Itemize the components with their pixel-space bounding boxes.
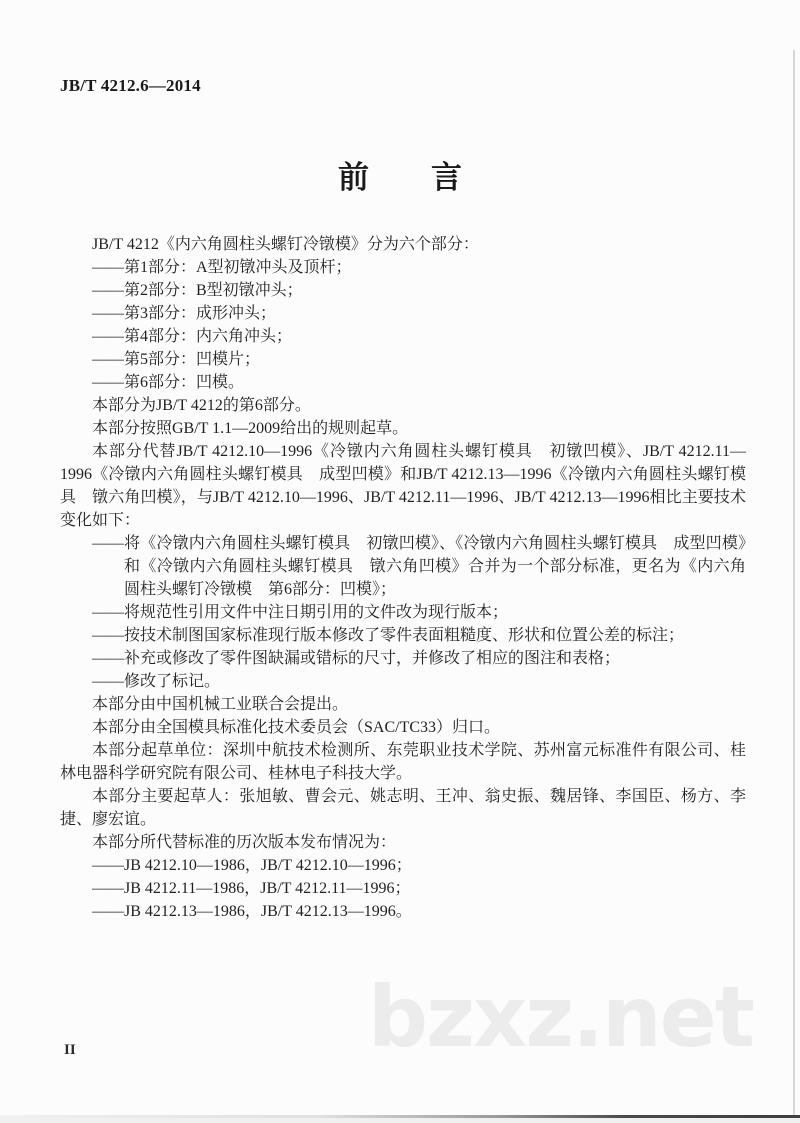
standard-number: JB/T 4212.6—2014 [60, 76, 201, 95]
foreword-paragraph: ——第5部分：凹模片； [92, 351, 261, 368]
foreword-paragraph: JB/T 4212《内六角圆柱头螺钉冷镦模》分为六个部分： [92, 236, 479, 253]
foreword-paragraph: 本部分为JB/T 4212的第6部分。 [92, 397, 311, 414]
foreword-body [60, 233, 746, 923]
foreword-paragraph: ——第1部分：A型初镦冲头及顶杆； [92, 259, 352, 276]
foreword-paragraph: ——第6部分：凹模。 [92, 374, 245, 391]
scan-edge-right [793, 50, 795, 1116]
foreword-paragraph: 本部分按照GB/T 1.1—2009给出的规则起草。 [92, 420, 409, 437]
foreword-paragraph: ——第3部分：成形冲头； [92, 305, 277, 322]
foreword-paragraph: ——将规范性引用文件中注日期引用的文件改为现行版本； [92, 604, 509, 621]
foreword-paragraph: ——将《冷镦内六角圆柱头螺钉模具 初镦凹模》、《冷镦内六角圆柱头螺钉模具 成型凹模》和《冷镦内六角圆柱头螺钉模具 镦六角凹模》合并为一个部分标准，更名为《内六角圆柱头螺钉冷镦模 第6部分：凹模》； [92, 535, 746, 598]
watermark: bzxz.net [368, 968, 753, 1066]
page-number: II [64, 1042, 76, 1058]
foreword-paragraph: ——按技术制图国家标准现行版本修改了零件表面粗糙度、形状和位置公差的标注； [92, 627, 685, 644]
scan-bottom-strip [0, 1118, 800, 1123]
foreword-paragraph: ——修改了标记。 [92, 673, 221, 690]
foreword-paragraph: 本部分由全国模具标准化技术委员会（SAC/TC33）归口。 [92, 719, 501, 736]
foreword-paragraph: ——第4部分：内六角冲头； [92, 328, 293, 345]
foreword-paragraph: 本部分代替JB/T 4212.10—1996《冷镦内六角圆柱头螺钉模具 初镦凹模》、JB/T 4212.11—1996《冷镦内六角圆柱头螺钉模具 成型凹模》和JB/T 4212.13—1996《冷镦内六角圆柱头螺钉模具 镦六角凹模》，与JB/T 4212.10—1996、JB/T 4212.11—1996、JB/T 4212.13—1996相比主要技术变化如下： [60, 443, 746, 529]
foreword-paragraph: 本部分起草单位：深圳中航技术检测所、东莞职业技术学院、苏州富元标准件有限公司、桂林电器科学研究院有限公司、桂林电子科技大学。 [60, 742, 746, 782]
foreword-paragraph: 本部分主要起草人：张旭敏、曹会元、姚志明、王冲、翁史振、魏居锋、李国臣、杨方、李捷、廖宏谊。 [60, 788, 746, 828]
foreword-paragraph: ——JB 4212.13—1986，JB/T 4212.13—1996。 [92, 903, 412, 920]
foreword-paragraph: ——JB 4212.10—1986，JB/T 4212.10—1996； [92, 857, 412, 874]
page-title: 前 言 [338, 160, 462, 195]
foreword-paragraph: ——JB 4212.11—1986，JB/T 4212.11—1996； [92, 880, 411, 897]
foreword-paragraph: ——第2部分：B型初镦冲头； [92, 282, 303, 299]
foreword-paragraph: 本部分由中国机械工业联合会提出。 [92, 696, 349, 713]
foreword-paragraph: 本部分所代替标准的历次版本发布情况为： [92, 834, 397, 851]
foreword-paragraph: ——补充或修改了零件图缺漏或错标的尺寸，并修改了相应的图注和表格； [92, 650, 621, 667]
